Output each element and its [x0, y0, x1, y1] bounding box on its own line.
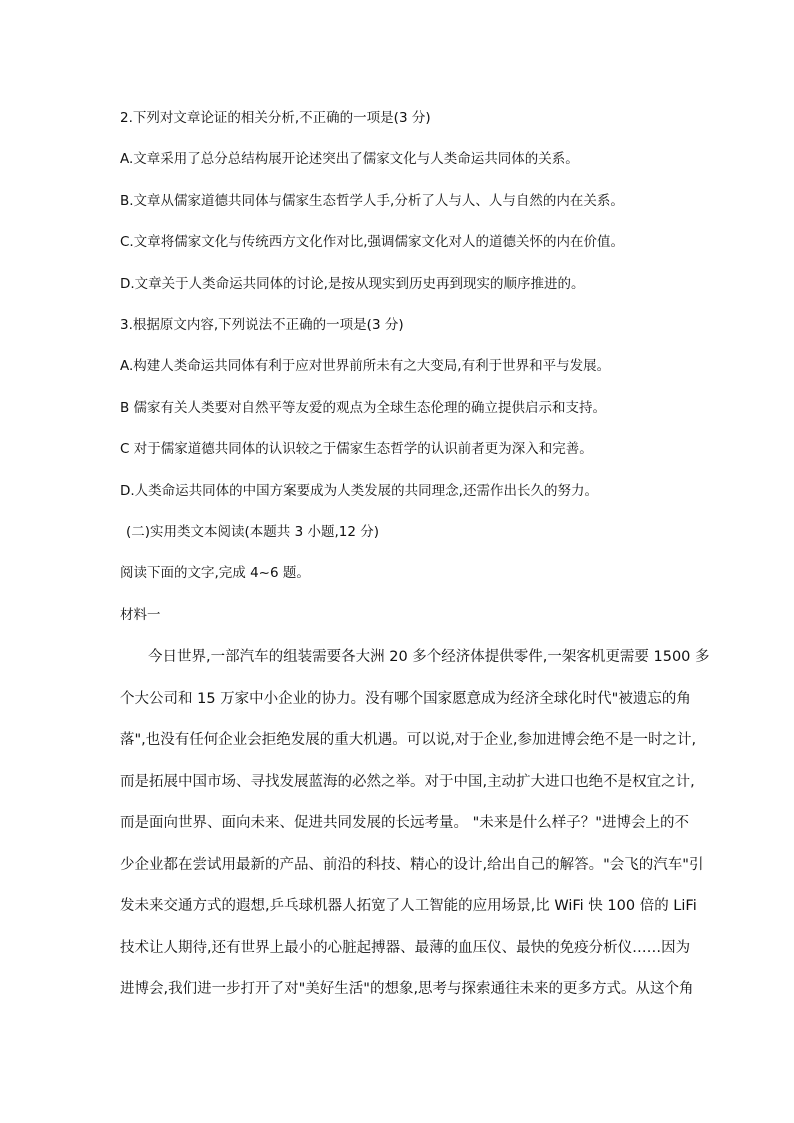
question-2-option-b: B.文章从儒家道德共同体与儒家生态哲学人手,分析了人与人、人与自然的内在关系。	[120, 193, 624, 209]
material-label: 材料一	[120, 607, 161, 623]
passage-line: 今日世界,一部汽车的组装需要各大洲 20 多个经济体提供零件,一架客机更需要 1500 多	[148, 649, 710, 665]
passage-line: 进博会,我们进一步打开了对"美好生活"的想象,思考与探索通往未来的更多方式。从这个角	[120, 981, 694, 997]
section-instruction: 阅读下面的文字,完成 4~6 题。	[120, 565, 310, 581]
passage-line: 而是面向世界、面向未来、促进共同发展的长远考量。 "未来是什么样子？"进博会上的不	[120, 815, 689, 831]
question-2-option-c: C.文章将儒家文化与传统西方文化作对比,强调儒家文化对人的道德关怀的内在价值。	[120, 234, 625, 250]
passage-line: 技术让人期待,还有世界上最小的心脏起搏器、最薄的血压仪、最快的免疫分析仪……因为	[120, 940, 691, 956]
section-title: (二)实用类文本阅读(本题共 3 小题,12 分)	[126, 524, 379, 540]
passage-line: 个大公司和 15 万家中小企业的协力。没有哪个国家愿意成为经济全球化时代"被遗忘的角	[120, 691, 691, 707]
question-2-option-d: D.文章关于人类命运共同体的讨论,是按从现实到历史再到现实的顺序推进的。	[120, 276, 585, 292]
question-2-option-a: A.文章采用了总分总结构展开论述突出了儒家文化与人类命运共同体的关系。	[120, 151, 579, 167]
question-3-stem: 3.根据原文内容,下列说法不正确的一项是(3 分)	[120, 317, 404, 333]
question-3-option-c: C 对于儒家道德共同体的认识较之于儒家生态哲学的认识前者更为深入和完善。	[120, 441, 593, 457]
passage-line: 少企业都在尝试用最新的产品、前沿的科技、精心的设计,给出自己的解答。"会飞的汽车"引	[120, 857, 704, 873]
question-3-option-d: D.人类命运共同体的中国方案要成为人类发展的共同理念,还需作出长久的努力。	[120, 483, 598, 499]
passage-line: 发未来交通方式的遐想,乒乓球机器人拓宽了人工智能的应用场景,比 WiFi 快 100 倍的 LiFi	[120, 898, 697, 914]
question-3-option-a: A.构建人类命运共同体有利于应对世界前所未有之大变局,有利于世界和平与发展。	[120, 358, 611, 374]
passage-line: 而是拓展中国市场、寻找发展蓝海的必然之举。对于中国,主动扩大进口也绝不是权宜之计,	[120, 774, 695, 790]
question-3-option-b: B 儒家有关人类要对自然平等友爱的观点为全球生态伦理的确立提供启示和支持。	[120, 400, 607, 416]
passage-line: 落",也没有任何企业会拒绝发展的重大机遇。可以说,对于企业,参加进博会绝不是一时之计,	[120, 732, 697, 748]
question-2-stem: 2.下列对文章论证的相关分析,不正确的一项是(3 分)	[120, 110, 431, 126]
